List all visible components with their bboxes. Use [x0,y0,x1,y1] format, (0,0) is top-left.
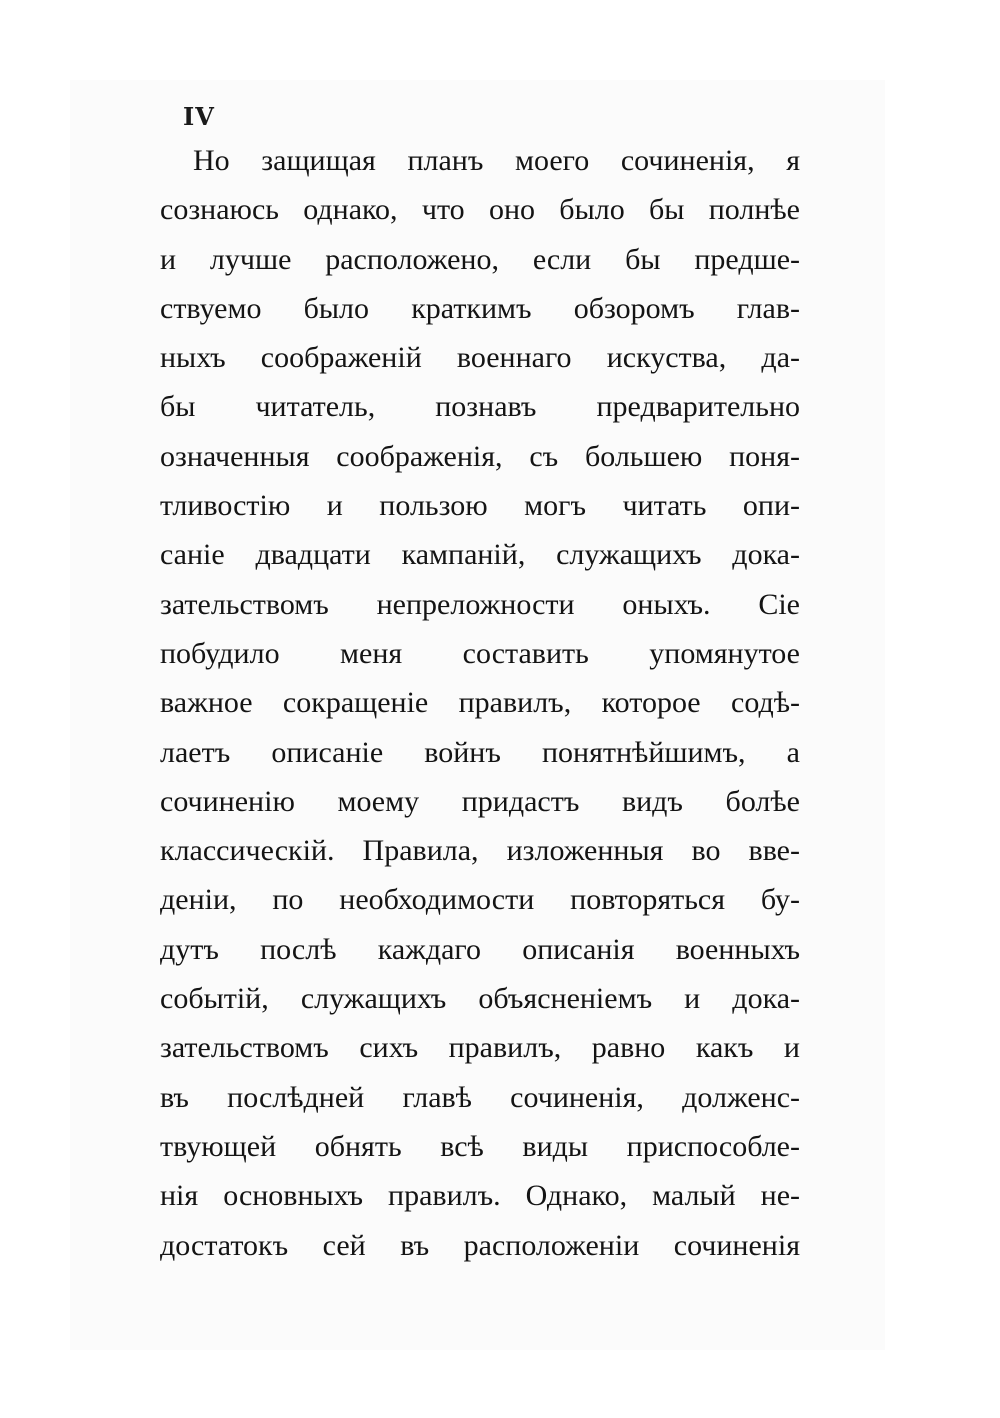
text-line: побудило меня составить упомянутое [160,636,800,670]
page-number: IV [183,102,215,131]
text-line: и лучше расположено, если бы предше- [160,242,800,276]
text-line: сознаюсь однако, что оно было бы полнѣе [160,193,800,227]
text-line: деніи, по необходимости повторяться бу- [160,883,800,917]
text-line: тливостію и пользою могъ читать опи- [160,489,800,523]
text-line: достатокъ сей въ расположеніи сочиненія [160,1228,800,1262]
text-line: въ послѣдней главѣ сочиненія, долженс- [160,1080,800,1114]
text-line: твующей обнять всѣ виды приспособле- [160,1129,800,1163]
text-line: бы читатель, познавъ предварительно [160,390,800,424]
text-line: классическій. Правила, изложенныя во вве- [160,834,800,868]
text-line: означенныя соображенія, съ большею поня- [160,439,800,473]
text-line: важное сокращеніе правилъ, которое содѣ- [160,686,800,720]
text-line: нія основныхъ правилъ. Однако, малый не- [160,1179,800,1213]
text-line: событій, служащихъ объясненіемъ и дока- [160,982,800,1016]
text-line: зательствомъ непреложности оныхъ. Сіе [160,587,800,621]
text-line: зательствомъ сихъ правилъ, равно какъ и [160,1031,800,1065]
body-text [160,136,800,1270]
text-line: лаетъ описаніе войнъ понятнѣйшимъ, а [160,735,800,769]
text-line: саніе двадцати кампаній, служащихъ дока- [160,538,800,572]
text-line: сочиненію моему придастъ видъ болѣе [160,784,800,818]
text-line: ныхъ соображеній военнаго искуства, да- [160,341,800,375]
text-line: ствуемо было краткимъ обзоромъ глав- [160,291,800,325]
text-line: дутъ послѣ каждаго описанія военныхъ [160,932,800,966]
text-line: Но защищая планъ моего сочиненія, я [193,144,800,177]
